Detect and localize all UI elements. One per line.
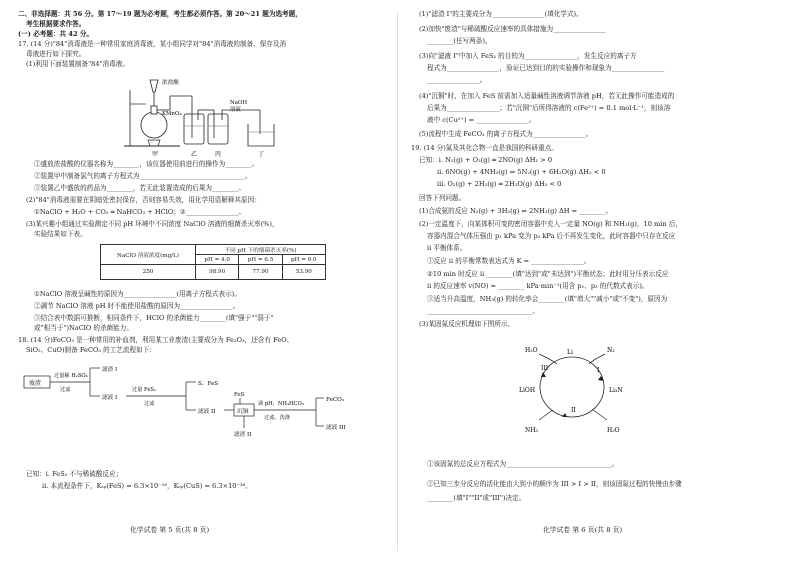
- flow-step2-op: 过滤: [144, 401, 155, 407]
- q18-2: (2)加快"废渣"与稀硫酸反应速率的具体措施为________________: [419, 25, 606, 33]
- table-header-concentration: NaClO 溶液浓度(mg/L): [101, 245, 196, 265]
- cycle-li: Li: [567, 349, 573, 356]
- q19-3-2: ②已知三步分反应的活化能由大到小的顺序为 III > I > II，则该固氮过程的快慢由步骤: [427, 480, 682, 488]
- q17-part1: (1)利用下面装置制备"84"消毒液。: [26, 60, 129, 68]
- table-header-ph: pH = 6.5: [239, 255, 282, 265]
- cycle-h2o-in: H₂O: [525, 347, 538, 354]
- flow-step2: 过量 FeS₂: [132, 387, 157, 393]
- q19-3-1: ①该固氮的总反应方程式为________________________________。: [427, 460, 619, 468]
- flow-residue3: 滤渣 II: [234, 432, 252, 438]
- apparatus-diagram: [120, 70, 285, 158]
- cycle-step-1: I: [597, 367, 600, 374]
- cycle-step-2: II: [571, 407, 576, 414]
- flow-precip: 沉铜: [237, 409, 249, 415]
- cycle-li3n: Li₃N: [609, 387, 623, 394]
- q19-known-3: iii. O₂(g) + 2H₂(g) ═ 2H₂O(g) ΔH₃ < 0: [437, 180, 562, 188]
- reagent-solution-label: 溶液: [230, 107, 241, 113]
- cycle-nh3: NH₃: [525, 427, 538, 434]
- flow-step4-op: 过滤、洗涤: [264, 415, 290, 421]
- reagent-naoh-label: NaOH: [230, 100, 248, 106]
- flow-step1: 过量稀 H₂SO₄: [54, 373, 88, 379]
- page-footer-left: 化学试卷 第 5 页(共 8 页): [130, 526, 210, 534]
- q19-2-3-cont: ________________________________。: [427, 307, 540, 315]
- section-heading: 二、非选择题：共 56 分。第 17～19 题为必考题，考生都必须作答。第 20～21 题为选考题，: [18, 10, 302, 18]
- q18-4: (4)"沉铜"时，在加入 FeS 前需加入适量碱性溶液调节溶液 pH，若无此操作可能造成的: [419, 92, 675, 100]
- q18-3-cont2: ________________。: [427, 76, 487, 84]
- q19-known-2: ii. 6NO(g) + 4NH₃(g) ⇌ 5N₂(g) + 6H₂O(g) ΔH₂ < 0: [437, 168, 606, 176]
- flow-residue1: 滤渣 I: [102, 367, 118, 373]
- flow-start: 废渣: [29, 380, 42, 387]
- q17-stem: 17. (14 分)"84"消毒液是一种常用家庭消毒液，某小组同学对"84"消毒液的制备、保存及消: [18, 40, 287, 48]
- wash-bottle-b-icon: [184, 114, 204, 144]
- q19-2-3: ③适当升高温度，NH₃(g) 的转化率会________(填"增大""减小"或"不变")，原因为: [427, 295, 668, 303]
- table-cell-value: 53.90: [282, 265, 325, 280]
- beaker-d-icon: [248, 124, 274, 146]
- flow-filtrate2: 滤液 II: [198, 409, 216, 415]
- right-page: [397, 0, 794, 561]
- q19-1: (1)合成氨的反应 N₂(g) + 3H₂(g) ⇌ 2NH₃(g) ΔH = ________。: [419, 207, 613, 215]
- q19-stem: 19. (14 分)氮及其化合物一直是我国的科研重点。: [411, 144, 558, 152]
- q18-4-cont: 后果为________________；若"沉铜"后所得溶液的 c(Fe²⁺) = 0.1 mol·L⁻¹，则该溶: [427, 104, 671, 112]
- q19-2-cont2: ii 平衡体系。: [427, 244, 467, 252]
- q17-1-1: ①盛放浓盐酸的仪器名称为________，该仪器使用前进行的操作为________。: [34, 160, 259, 168]
- q17-2: (2)"84"消毒液需要在阴暗处密封保存，否则容易失效，用化学用语解释其原因：: [26, 196, 261, 204]
- cycle-n2: N₂: [607, 347, 615, 354]
- table-header-ph: pH = 9.0: [282, 255, 325, 265]
- required-heading: (一) 必考题：共 42 分。: [18, 30, 94, 38]
- kill-rate-table: [100, 244, 326, 280]
- label-ding: 丁: [258, 151, 265, 158]
- flow-step1-op: 过滤: [60, 387, 71, 393]
- q19-2: (2)一定温度下，向某体积可变的密闭容器中充入一定量 NO(g) 和 NH₃(g)，10 min 后，: [419, 220, 682, 228]
- cycle-h2o-out: H₂O: [607, 427, 620, 434]
- table-cell-value: 77.90: [239, 265, 282, 280]
- q18-known-1: 已知：i. FeS₂ 不与稀硫酸反应；: [26, 470, 123, 478]
- bottle-c-icon: [208, 114, 228, 144]
- reagent-hcl-label: 浓盐酸: [162, 80, 179, 86]
- q18-2-cont: ________(任写两条)。: [427, 37, 492, 45]
- table-cell-concentration: 250: [101, 265, 196, 280]
- q19-2-2: ②10 min 时反应 ii ________(填"达到"或"未达到")平衡状态；此时用分压表示反应: [427, 270, 669, 278]
- table-cell-value: 98.90: [196, 265, 239, 280]
- q17-3-1: ①NaClO 溶液呈碱性的原因为________________(用离子方程式表示)。: [34, 290, 241, 298]
- q19-2-1: ①反应 ii 的平衡常数表达式为 K = ________________。: [427, 257, 591, 265]
- reaction-cycle-diagram: [497, 332, 647, 442]
- flow-filtrate1: 滤液 I: [102, 395, 118, 401]
- q17-3-cont: 实验结果如下表。: [34, 230, 87, 238]
- q17-2-eq: ①NaClO + H₂O + CO₂ ═ NaHCO₃ + HClO；②________________。: [34, 208, 246, 216]
- section-heading-cont: 考生根据要求作答。: [26, 20, 86, 28]
- dropping-funnel-icon: [150, 80, 158, 92]
- q19-2-2-cont: ii 的反应速率 v(NO) = ________ kPa·min⁻¹(用含 p₁、p₂ 的代数式表示)。: [427, 282, 649, 290]
- q18-stem-cont: SiO₂、CuO)制备 FeCO₃ 的工艺流程如下：: [26, 346, 156, 354]
- q18-1: (1)"滤渣 I"的主要成分为________________(填化学式)。: [419, 10, 583, 18]
- q19-known-1: 已知：i. N₂(g) + O₂(g) ═ 2NO(g) ΔH₁ > 0: [419, 156, 553, 164]
- q19-3: (3)某固氮反应机理如下图所示。: [419, 320, 515, 328]
- table-header-ph: pH = 4.0: [196, 255, 239, 265]
- table-header-ph-group: 不同 pH 下的细菌杀灭率(%): [196, 245, 326, 255]
- q17-3: (3)某兴趣小组通过实验测定不同 pH 环境中不同浓度 NaClO 溶液的细菌杀灭率(%)，: [26, 220, 279, 228]
- flow-step4: 调 pH，NH₄HCO₃: [258, 401, 304, 407]
- label-bing: 丙: [215, 151, 222, 158]
- flow-filtrate4: 滤液 III: [326, 425, 346, 431]
- q18-5: (5)流程中生成 FeCO₃ 的离子方程式为________________。: [419, 130, 593, 138]
- reagent-kmno4-label: KMnO₄: [162, 111, 182, 117]
- q17-3-2: ②調节 NaClO 溶液 pH 时不能使用盐酸的原因为________________。: [34, 302, 240, 310]
- flow-product: FeCO₃: [326, 397, 344, 403]
- cycle-lioh: LiOH: [519, 387, 536, 394]
- q19-prompt: 回答下列问题。: [419, 194, 466, 202]
- process-flowchart: [20, 356, 380, 476]
- q19-2-cont: 容器内混合气体压强由 p₁ kPa 变为 p₂ kPa 后不再发生变化，此时容器中只存在反应: [427, 232, 676, 240]
- flow-fes: FeS: [234, 392, 245, 398]
- q18-3: (3)向"滤液 I"中加入 FeS₂ 的目的为________________，发生反应的离子方: [419, 52, 637, 60]
- q18-3-cont: 程式为________________，验证已达到目的的实验操作和现象为________________: [427, 64, 665, 72]
- q17-3-3-cont: 或"相当于")NaClO 的杀菌能力。: [34, 324, 133, 332]
- q17-3-3: ③结合表中数据可推断，相同条件下，HClO 的杀菌能力________(填"强于""弱于": [34, 314, 274, 322]
- label-yi: 乙: [191, 151, 198, 158]
- q17-1-3: ③装置乙中盛放的药品为________，若无此装置造成的后果为________。: [34, 184, 245, 192]
- q18-known-2: ii. 本流程条件下，Kₛₚ(FeS) = 6.3×10⁻¹⁸，Kₛₚ(CuS) = 6.3×10⁻³⁶。: [42, 482, 252, 490]
- q17-1-2: ②装置甲中制备氯气的离子方程式为________________________________。: [34, 172, 252, 180]
- q18-4-cont2: 液中 c(Cu²⁺) = ________________。: [427, 116, 536, 124]
- q17-stem-cont: 毒液进行如下探究。: [26, 50, 86, 58]
- q18-stem: 18. (14 分)FeCO₃ 是一种常用的补血剂，利用某工业废渣(主要成分为 Fe₂O₃，还含有 FeO、: [18, 336, 294, 344]
- flow-products2: S、FeS: [198, 381, 219, 387]
- cycle-step-3: III: [541, 365, 549, 372]
- page-footer-right: 化学试卷 第 6 页(共 8 页): [543, 526, 623, 534]
- q19-3-2-cont: ________(填"I""II"或"III")决定。: [427, 494, 526, 502]
- label-jia: 甲: [152, 151, 159, 158]
